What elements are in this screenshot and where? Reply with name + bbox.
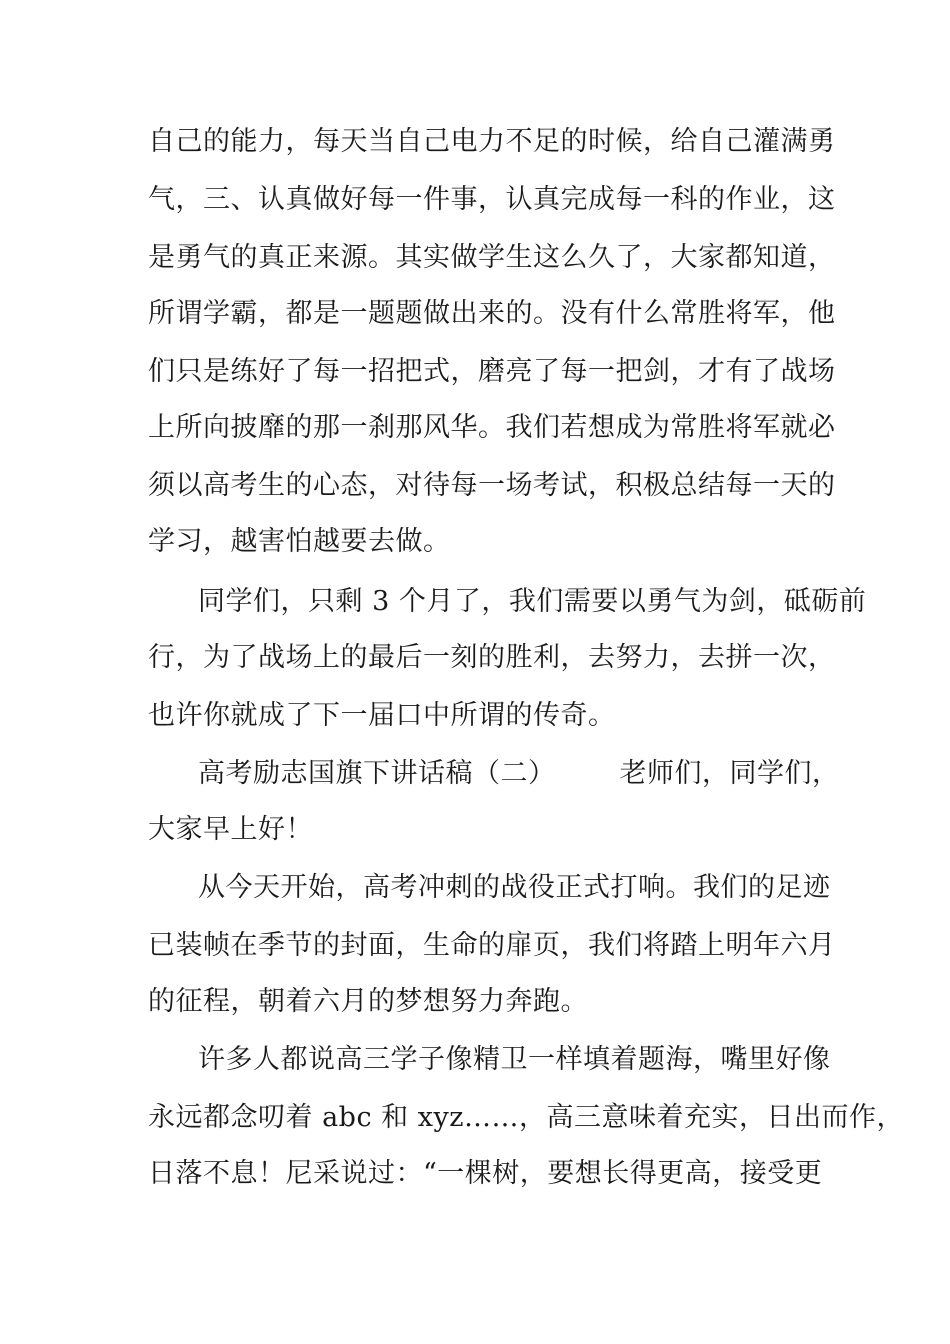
paragraph-1-line-6: 上所向披靡的那一刹那风华。我们若想成为常胜将军就必 [148,412,836,443]
greeting: 老师们，同学们， [619,758,840,789]
paragraph-1-line-5: 们只是练好了每一招把式，磨亮了每一把剑，才有了战场 [148,356,836,387]
paragraph-2-line-3: 也许你就成了下一届口中所谓的传奇。 [148,700,616,731]
paragraph-1-line-7: 须以高考生的心态，对待每一场考试，积极总结每一天的 [148,470,836,501]
paragraph-4-line-1: 从今天开始，高考冲刺的战役正式打响。我们的足迹 [198,872,831,903]
paragraph-3-line-1: 大家早上好！ [148,814,313,845]
speech-title-line [198,756,888,792]
paragraph-4-line-2: 已装帧在季节的封面，生命的扉页，我们将踏上明年六月 [148,930,836,961]
paragraph-5-line-2: 永远都念叨着 abc 和 xyz……，高三意味着充实，日出而作， [148,1102,904,1133]
paragraph-1-line-2: 气，三、认真做好每一件事，认真完成每一科的作业，这 [148,184,836,215]
paragraph-4-line-3: 的征程，朝着六月的梦想努力奔跑。 [148,986,588,1017]
paragraph-1-line-8: 学习，越害怕越要去做。 [148,526,451,557]
paragraph-1-line-1: 自己的能力，每天当自己电力不足的时候，给自己灌满勇 [148,126,836,157]
paragraph-5-line-1: 许多人都说高三学子像精卫一样填着题海，嘴里好像 [198,1044,831,1075]
speech-title: 高考励志国旗下讲话稿（二） [198,758,556,789]
paragraph-1-line-4: 所谓学霸，都是一题题做出来的。没有什么常胜将军，他 [148,298,836,329]
paragraph-5-line-3: 日落不息！尼采说过：“一棵树，要想长得更高，接受更 [148,1158,823,1189]
paragraph-2-line-1: 同学们，只剩 3 个月了，我们需要以勇气为剑，砥砺前 [198,586,867,617]
paragraph-1-line-3: 是勇气的真正来源。其实做学生这么久了，大家都知道， [148,242,836,273]
paragraph-2-line-2: 行，为了战场上的最后一刻的胜利，去努力，去拼一次， [148,642,836,673]
